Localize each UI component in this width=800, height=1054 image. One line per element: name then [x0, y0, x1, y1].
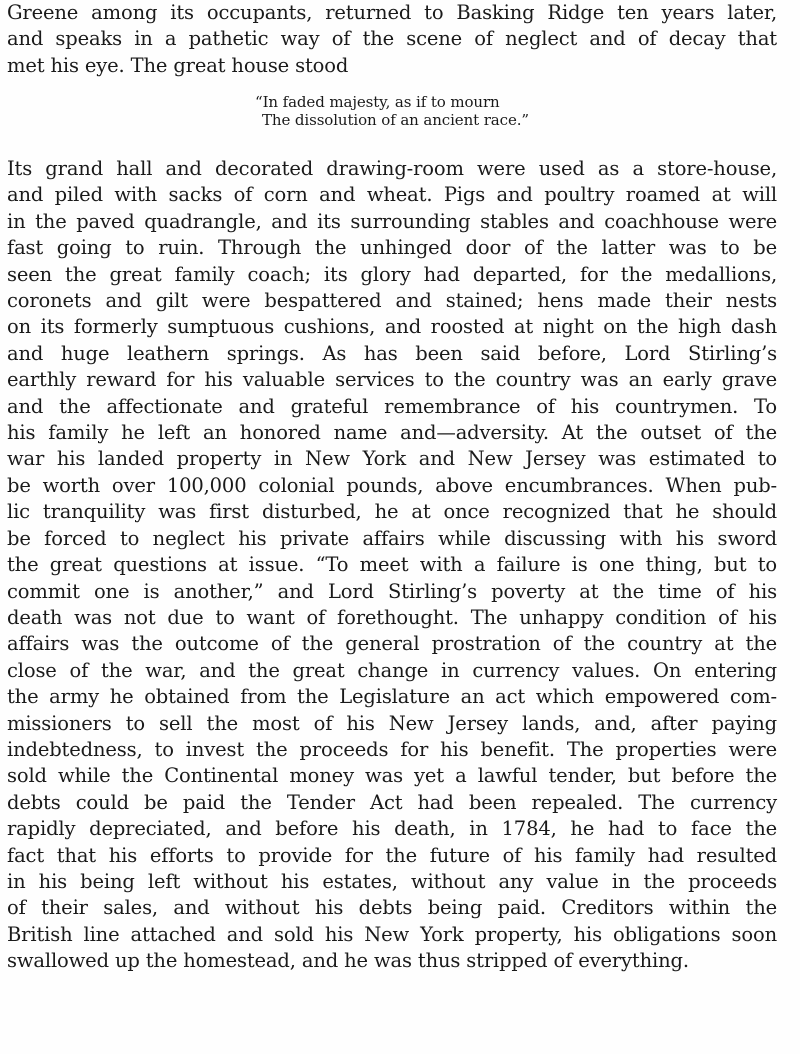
text-line: and speaks in a pathetic way of the scene of neglect and of decay that: [7, 27, 777, 51]
text-line: and the affectionate and grateful remembrance of his countrymen. To: [7, 394, 777, 418]
text-line: indebtedness, to invest the proceeds for his benefit. The properties were: [7, 737, 777, 761]
text-line: earthly reward for his valuable services to the country was an early grave: [7, 368, 777, 392]
text-line: his family he left an honored name and—adversity. At the outset of the: [7, 421, 777, 445]
block-quotation: [255, 94, 655, 129]
text-line: debts could be paid the Tender Act had been repealed. The currency: [7, 790, 777, 814]
text-line: Its grand hall and decorated drawing-room were used as a store-house,: [7, 157, 777, 180]
text-line: fact that his efforts to provide for the future of his family had resulted: [7, 843, 777, 867]
text-line: on its formerly sumptuous cushions, and roosted at night on the high dash: [7, 315, 777, 339]
text-line: met his eye. The great house stood: [7, 53, 349, 77]
text-line: British line attached and sold his New York property, his obligations soon: [7, 922, 777, 946]
text-line: and piled with sacks of corn and wheat. Pigs and poultry roamed at will: [7, 183, 777, 207]
text-line: fast going to ruin. Through the unhinged door of the latter was to be: [7, 236, 777, 260]
text-line: missioners to sell the most of his New Jersey lands, and, after paying: [7, 711, 777, 735]
text-line: sold while the Continental money was yet a lawful tender, but before the: [7, 764, 777, 788]
main-paragraph: [7, 156, 777, 975]
text-line: commit one is another,” and Lord Stirling’s poverty at the time of his: [7, 579, 777, 603]
opening-paragraph: [7, 0, 777, 79]
quotation-line: “In faded majesty, as if to mourn: [255, 93, 500, 111]
text-line: lic tranquility was first disturbed, he at once recognized that he should: [7, 500, 777, 524]
text-line: in the paved quadrangle, and its surrounding stables and coachhouse were: [7, 209, 777, 233]
quotation-line: The dissolution of an ancient race.”: [262, 110, 529, 129]
text-line: coronets and gilt were bespattered and stained; hens made their nests: [7, 289, 777, 313]
text-line: of their sales, and without his debts being paid. Creditors within the: [7, 896, 777, 920]
text-line: and huge leathern springs. As has been said before, Lord Stirling’s: [7, 341, 777, 365]
text-line: be worth over 100,000 colonial pounds, above encumbrances. When pub-: [7, 473, 777, 497]
text-line: death was not due to want of forethought. The unhappy condition of his: [7, 605, 777, 629]
text-line: seen the great family coach; its glory had departed, for the medallions,: [7, 262, 777, 286]
text-line: in his being left without his estates, without any value in the proceeds: [7, 869, 777, 893]
text-line: Greene among its occupants, returned to Basking Ridge ten years later,: [7, 1, 777, 24]
text-line: rapidly depreciated, and before his death, in 1784, he had to face the: [7, 817, 777, 841]
text-line: the great questions at issue. “To meet with a failure is one thing, but to: [7, 553, 777, 577]
text-line: be forced to neglect his private affairs while discussing with his sword: [7, 526, 777, 550]
text-line: close of the war, and the great change in currency values. On entering: [7, 658, 777, 682]
text-line: affairs was the outcome of the general prostration of the country at the: [7, 632, 777, 656]
text-line: war his landed property in New York and New Jersey was estimated to: [7, 447, 777, 471]
text-line: swallowed up the homestead, and he was thus stripped of everything.: [7, 949, 689, 973]
text-line: the army he obtained from the Legislature an act which empowered com-: [7, 685, 777, 709]
